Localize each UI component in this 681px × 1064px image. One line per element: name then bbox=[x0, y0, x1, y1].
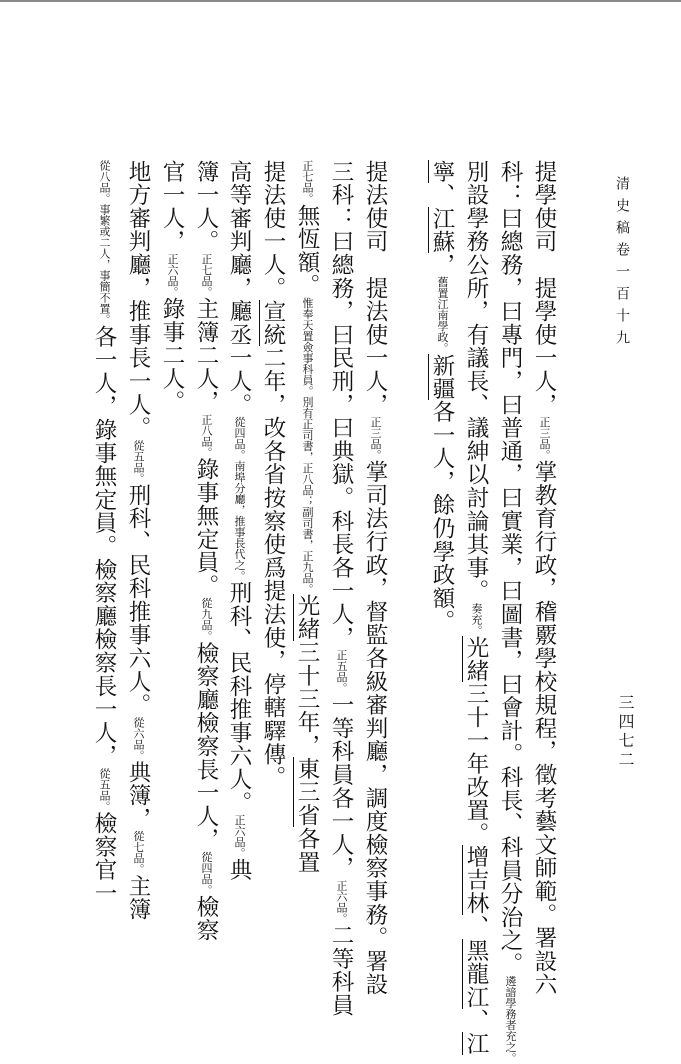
text-segment: 各一人，錄事無定員。檢察廳檢察長一人， bbox=[91, 325, 117, 768]
text-segment: 科：曰總務，曰專門，曰普通，曰實業，曰圖書，曰會計。科長、科員分治之。 bbox=[497, 160, 523, 976]
annotation-note: 正六品。 bbox=[335, 879, 348, 924]
text-segment: 地方審判廳，推事長一人。 bbox=[125, 160, 151, 440]
annotation-note: 正三品。 bbox=[369, 416, 382, 461]
annotation-note: 從五品。 bbox=[132, 439, 145, 484]
annotation-note: 舊置江南學政。 bbox=[436, 276, 449, 354]
text-segment: 簿一人。 bbox=[193, 160, 219, 254]
text-segment: 三十三年， bbox=[294, 640, 320, 758]
text-segment: 刑科、民科推事六人。 bbox=[226, 581, 252, 815]
text-column bbox=[221, 160, 257, 950]
text-column bbox=[424, 160, 460, 950]
text-column bbox=[526, 160, 562, 997]
annotation-note: 正五品。 bbox=[335, 649, 348, 694]
text-column bbox=[289, 160, 325, 950]
text-segment: 三科：曰總務，曰民刑，曰典獄。科長各一人， bbox=[328, 160, 354, 650]
text-column bbox=[391, 160, 427, 950]
text-column bbox=[458, 160, 494, 1056]
text-column bbox=[492, 160, 528, 1064]
annotation-note: 遴諳學務者充之。 bbox=[504, 975, 517, 1064]
text-segment: 掌司法行政，督監各級審判廳，調度檢察事務。署設 bbox=[362, 460, 388, 997]
text-segment: 、 bbox=[463, 915, 489, 939]
annotation-note: 從八品。事繁或二人，事簡不置。 bbox=[98, 160, 111, 325]
text-segment: 錄事無定員。 bbox=[193, 457, 219, 598]
text-segment: 檢察官一 bbox=[91, 811, 117, 905]
text-segment: 提法使一人。 bbox=[260, 160, 286, 300]
text-segment: 無恆額。 bbox=[294, 204, 320, 298]
proper-name: 宣統 bbox=[260, 299, 286, 347]
annotation-note: 從四品。 bbox=[200, 851, 213, 896]
text-column bbox=[188, 160, 224, 950]
text-segment: 一等科員各一人， bbox=[328, 693, 354, 880]
text-segment: 掌教育行政，稽覈學校規程，徵考藝文師範。署設六 bbox=[531, 460, 557, 997]
text-segment: 檢察廳檢察長一人， bbox=[193, 641, 219, 852]
annotation-note: 奏充。 bbox=[470, 602, 483, 636]
text-column bbox=[86, 160, 122, 950]
text-segment: 各一人，餘仍學政額。 bbox=[429, 400, 455, 634]
annotation-note: 正六品。 bbox=[166, 253, 179, 298]
annotation-note: 從四品。南埠分廳，推事長代之。 bbox=[233, 416, 246, 582]
text-segment: 主簿 bbox=[125, 874, 151, 922]
top-border-rule bbox=[0, 0, 681, 2]
text-segment: 三十一年改置。 bbox=[463, 682, 489, 846]
proper-name: 光緒 bbox=[463, 635, 489, 683]
annotation-note: 從六品。 bbox=[132, 716, 145, 761]
proper-name: 江 bbox=[463, 1031, 489, 1056]
text-segment: 、 bbox=[463, 1008, 489, 1032]
text-segment: 二等科員 bbox=[328, 923, 354, 1017]
annotation-note: 正七品。 bbox=[200, 253, 213, 298]
proper-name: 寧 bbox=[429, 160, 455, 184]
text-segment: 典 bbox=[226, 858, 252, 882]
proper-name: 東三省 bbox=[294, 757, 320, 828]
proper-name: 增吉林 bbox=[463, 845, 489, 916]
text-segment: 檢察 bbox=[193, 895, 219, 942]
running-head: 清史稿卷一百十九 bbox=[614, 176, 630, 352]
text-column bbox=[357, 160, 393, 997]
annotation-note: 從九品。 bbox=[200, 597, 213, 642]
body-text bbox=[86, 160, 562, 1064]
text-column bbox=[323, 160, 359, 1017]
annotation-note: 正七品。 bbox=[301, 160, 314, 204]
annotation-note: 正六品。 bbox=[233, 814, 246, 859]
annotation-note: 從五品。 bbox=[98, 767, 111, 812]
text-segment: 別設學務公所，有議長、議紳以討論其事。 bbox=[463, 160, 489, 603]
annotation-note: 正八品。 bbox=[200, 413, 213, 458]
page-number: 三四七二 bbox=[616, 694, 635, 770]
text-segment: 典簿， bbox=[125, 760, 151, 831]
text-segment: 、 bbox=[429, 183, 455, 207]
proper-name: 江蘇 bbox=[429, 206, 455, 254]
text-segment: 二年，改各省按察使爲提法使，停轄驛傳。 bbox=[260, 346, 286, 790]
text-segment: 刑科、民科推事六人。 bbox=[125, 483, 151, 717]
text-segment: 提法使司 提法使一人， bbox=[362, 160, 388, 417]
text-segment: 各置 bbox=[294, 827, 320, 874]
text-segment: 主簿二人， bbox=[193, 297, 219, 414]
annotation-note: 從七品。 bbox=[132, 830, 145, 875]
text-column bbox=[154, 160, 190, 950]
text-column bbox=[120, 160, 156, 950]
proper-name: 光緒 bbox=[294, 594, 320, 641]
text-segment: ， bbox=[429, 253, 455, 277]
text-column bbox=[255, 160, 291, 950]
text-segment: 錄事二人。 bbox=[159, 297, 185, 414]
annotation-note: 惟奉天置僉事科員。別有正司書，正八品；副司書，正九品。 bbox=[301, 297, 314, 595]
text-segment: 官一人， bbox=[159, 160, 185, 254]
text-segment: 提學使司 提學使一人， bbox=[531, 160, 557, 417]
proper-name: 黑龍江 bbox=[463, 938, 489, 1009]
text-segment: 高等審判廳，廳丞一人。 bbox=[226, 160, 252, 417]
annotation-note: 正三品。 bbox=[538, 416, 551, 461]
proper-name: 新疆 bbox=[429, 353, 455, 401]
